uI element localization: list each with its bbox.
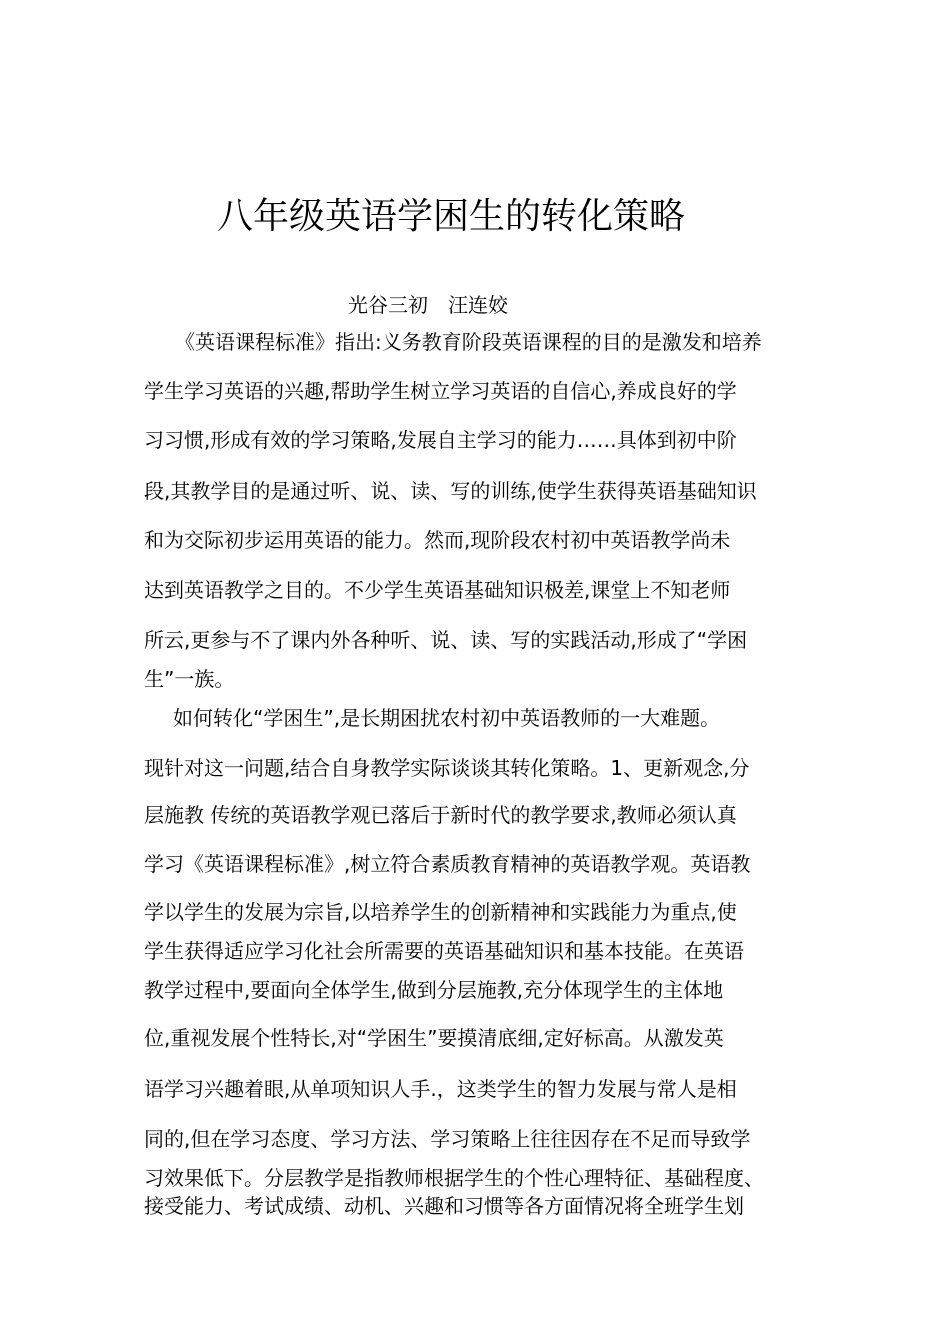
body-line: 如何转化“学困生”,是长期困扰农村初中英语教师的一大难题。 — [173, 706, 721, 730]
body-line: 学生获得适应学习化社会所需要的英语基础知识和基本技能。在英语 — [144, 939, 744, 963]
body-line: 接受能力、考试成绩、动机、兴趣和习惯等各方面情况将全班学生划 — [144, 1194, 744, 1218]
body-line: 位,重视发展个性特长,对“学困生”要摸清底细,定好标高。从激发英 — [144, 1026, 724, 1050]
document-author: 光谷三初 汪连姣 — [348, 293, 508, 317]
body-line: 层施教 传统的英语教学观已落后于新时代的教学要求,教师必须认真 — [144, 803, 737, 827]
body-line: 学习《英语课程标准》,树立符合素质教育精神的英语教学观。英语教 — [144, 852, 751, 876]
body-line: 习效果低下。分层教学是指教师根据学生的个性心理特征、基础程度、 — [144, 1166, 764, 1190]
body-line: 和为交际初步运用英语的能力。然而,现阶段农村初中英语教学尚未 — [144, 528, 731, 552]
body-line: 语学习兴趣着眼,从单项知识人手.，这类学生的智力发展与常人是相 — [144, 1077, 737, 1101]
body-line: 达到英语教学之目的。不少学生英语基础知识极差,课堂上不知老师 — [144, 578, 731, 602]
body-line: 《英语课程标准》指出:义务教育阶段英语课程的目的是激发和培养 — [175, 330, 762, 354]
body-line: 所云,更参与不了课内外各种听、说、读、写的实践活动,形成了“学困 — [144, 628, 748, 652]
body-line: 同的,但在学习态度、学习方法、学习策略上往往因存在不足而导致学 — [144, 1127, 751, 1151]
body-line: 习习惯,形成有效的学习策略,发展自主学习的能力……具体到初中阶 — [144, 428, 737, 452]
document-title: 八年级英语学困生的转化策略 — [216, 196, 685, 237]
body-line: 教学过程中,要面向全体学生,做到分层施教,充分体现学生的主体地 — [144, 978, 724, 1002]
body-line: 现针对这一问题,结合自身教学实际谈谈其转化策略。1、更新观念,分 — [144, 756, 750, 780]
body-line: 学生学习英语的兴趣,帮助学生树立学习英语的自信心,养成良好的学 — [144, 379, 737, 403]
body-line: 生”一族。 — [144, 667, 235, 691]
body-line: 段,其教学目的是通过听、说、读、写的训练,使学生获得英语基础知识 — [144, 479, 757, 503]
body-line: 学以学生的发展为宗旨,以培养学生的创新精神和实践能力为重点,使 — [144, 900, 737, 924]
